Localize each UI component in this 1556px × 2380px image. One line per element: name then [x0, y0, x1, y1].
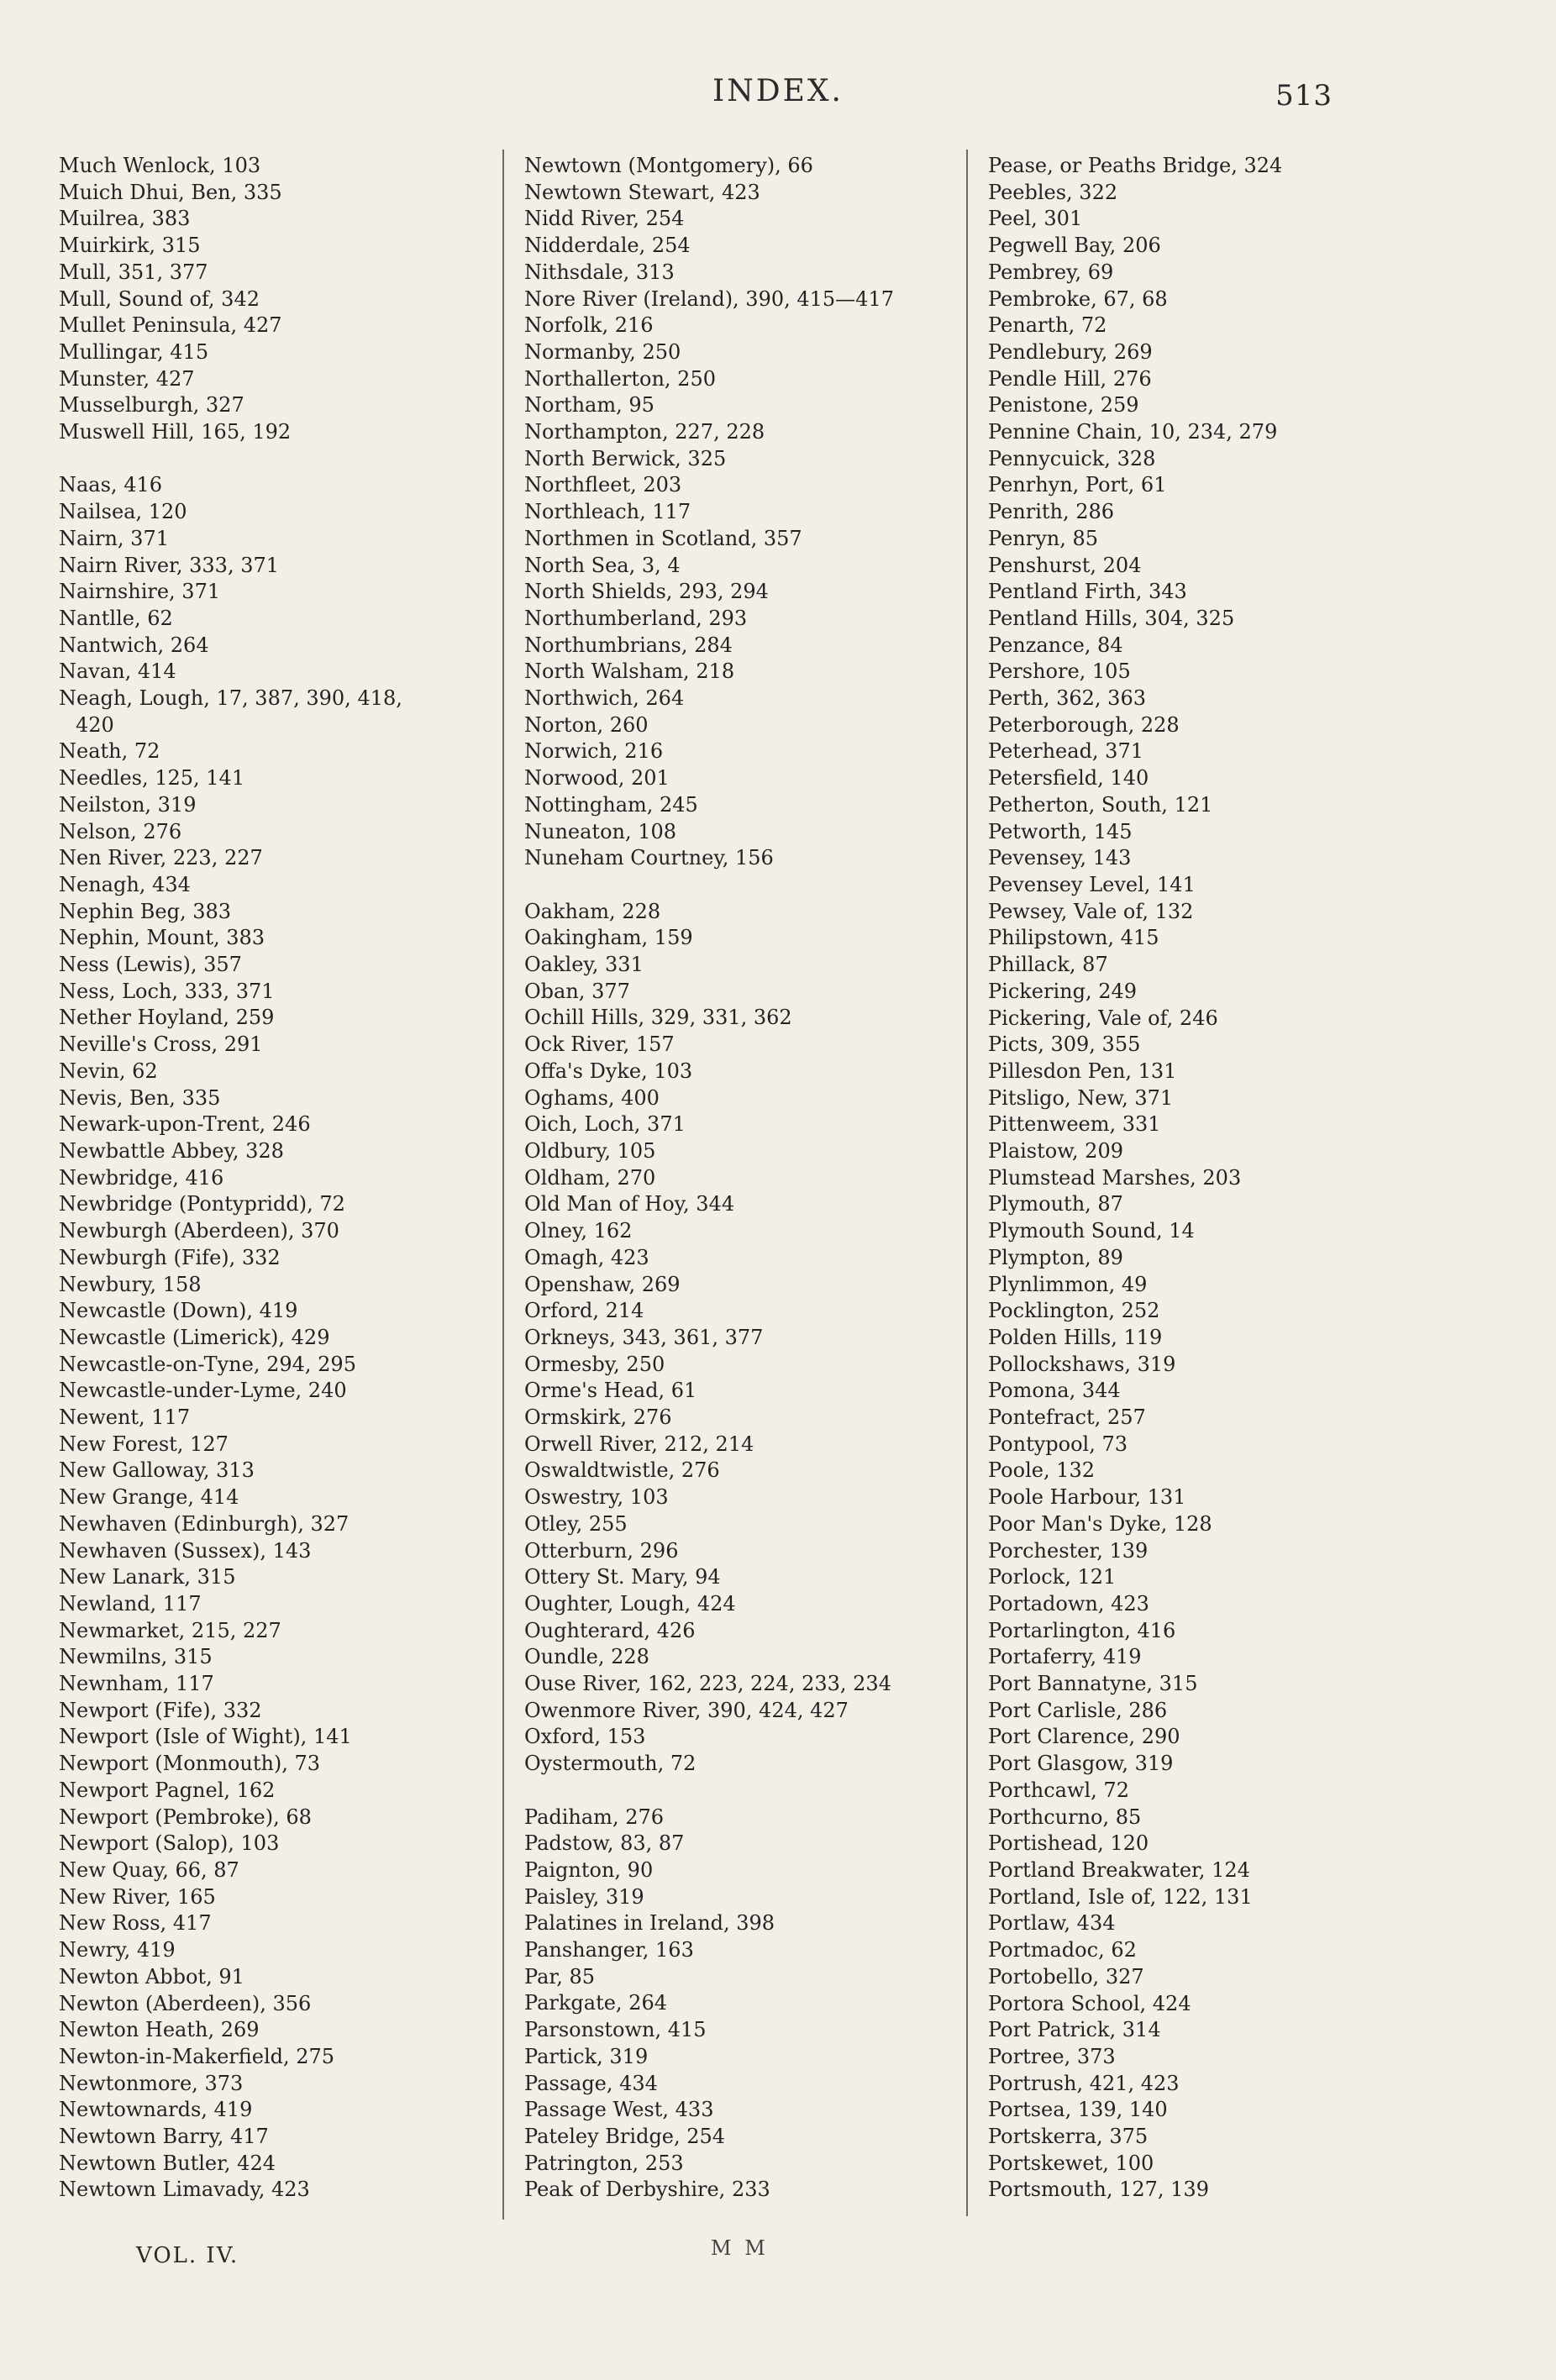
index-entry: Newburgh (Fife), 332	[59, 1245, 281, 1269]
index-entry: North Berwick, 325	[524, 446, 727, 470]
index-column-3	[988, 153, 1459, 2204]
index-entry: Muirkirk, 315	[59, 234, 201, 258]
index-entry: Otterburn, 296	[524, 1538, 679, 1563]
index-entry: New Ross, 417	[59, 1911, 212, 1936]
index-entry: Petworth, 145	[988, 819, 1133, 843]
index-entry: Penrith, 286	[988, 500, 1115, 524]
index-entry: Newtown Barry, 417	[59, 2125, 269, 2149]
index-entry: Palatines in Ireland, 398	[524, 1911, 775, 1936]
index-entry: Portree, 373	[988, 2044, 1116, 2068]
index-entry: Newtownards, 419	[59, 2098, 253, 2122]
index-entry: Poole, 132	[988, 1458, 1096, 1483]
index-entry: Pentland Firth, 343	[988, 580, 1187, 604]
index-entry: Pickering, 249	[988, 979, 1138, 1003]
index-entry: Newtonmore, 373	[59, 2071, 244, 2095]
index-entry: Ock River, 157	[524, 1032, 675, 1057]
index-column-2	[524, 153, 978, 2204]
index-entry: Newcastle (Limerick), 429	[59, 1325, 330, 1349]
index-entry: Pennycuick, 328	[988, 446, 1156, 470]
index-entry: Newcastle-under-Lyme, 240	[59, 1379, 347, 1403]
index-entry: Nairn River, 333, 371	[59, 553, 280, 577]
index-entry: Mullingar, 415	[59, 339, 209, 364]
index-entry-continuation: 420	[76, 712, 114, 737]
index-entry: New Quay, 66, 87	[59, 1857, 239, 1882]
index-entry: Pittenweem, 331	[988, 1112, 1161, 1137]
index-entry: Portobello, 327	[988, 1964, 1144, 1989]
index-entry: Orwell River, 212, 214	[524, 1432, 754, 1456]
index-entry: Newhaven (Sussex), 143	[59, 1538, 312, 1563]
page-title: INDEX.	[712, 74, 844, 108]
index-entry: Oghams, 400	[524, 1085, 660, 1110]
index-entry: Northmen in Scotland, 357	[524, 526, 802, 550]
index-entry: Peterborough, 228	[988, 712, 1180, 737]
index-entry: Newmilns, 315	[59, 1645, 213, 1669]
index-entry: Oystermouth, 72	[524, 1752, 697, 1776]
index-entry: Portland, Isle of, 122, 131	[988, 1884, 1253, 1909]
signature-mark: M M	[711, 2236, 769, 2260]
index-entry: Ness, Loch, 333, 371	[59, 979, 275, 1003]
index-entry: Porlock, 121	[988, 1565, 1117, 1589]
index-entry: Neilston, 319	[59, 792, 197, 817]
index-entry: Much Wenlock, 103	[59, 154, 261, 177]
index-entry: Newport (Fife), 332	[59, 1698, 262, 1722]
index-entry: Newcastle-on-Tyne, 294, 295	[59, 1352, 356, 1376]
index-entry: Newport (Isle of Wight), 141	[59, 1725, 352, 1749]
index-entry: Oldham, 270	[524, 1165, 656, 1190]
index-entry: Porchester, 139	[988, 1538, 1149, 1563]
index-entry: New Lanark, 315	[59, 1565, 236, 1589]
index-entry: Pennine Chain, 10, 234, 279	[988, 420, 1278, 444]
index-entry: Peak of Derbyshire, 233	[524, 2178, 770, 2202]
index-entry: Nairnshire, 371	[59, 580, 221, 604]
index-entry: Phillack, 87	[988, 953, 1108, 977]
index-entry: Portmadoc, 62	[988, 1938, 1137, 1962]
index-entry: Northfleet, 203	[524, 473, 682, 497]
index-entry: Mull, 351, 377	[59, 260, 208, 284]
index-entry: Nelson, 276	[59, 819, 182, 843]
index-entry: Partick, 319	[524, 2044, 649, 2068]
index-entry: Port Patrick, 314	[988, 2018, 1161, 2042]
index-entry: Portskerra, 375	[988, 2125, 1149, 2149]
index-entry: Newton Abbot, 91	[59, 1964, 244, 1989]
column-divider	[966, 150, 968, 2216]
index-entry: Newburgh (Aberdeen), 370	[59, 1219, 339, 1243]
index-entry: Pembroke, 67, 68	[988, 286, 1168, 311]
index-entry: Pollockshaws, 319	[988, 1352, 1176, 1376]
index-entry: Newton Heath, 269	[59, 2018, 260, 2042]
index-entry: Ottery St. Mary, 94	[524, 1565, 721, 1589]
index-entry: Portsea, 139, 140	[988, 2098, 1168, 2122]
index-entry: Portadown, 423	[988, 1591, 1149, 1616]
index-entry: Neagh, Lough, 17, 387, 390, 418,	[59, 686, 402, 711]
index-entry: Naas, 416	[59, 473, 162, 497]
column-divider	[502, 150, 504, 2220]
index-entry: Peel, 301	[988, 207, 1083, 231]
index-entry: Orford, 214	[524, 1299, 644, 1323]
index-entry: Nuneham Courtney, 156	[524, 846, 774, 870]
index-entry: Ness (Lewis), 357	[59, 953, 242, 977]
index-entry: Mullet Peninsula, 427	[59, 313, 282, 338]
index-entry: Passage, 434	[524, 2071, 658, 2095]
index-entry: North Sea, 3, 4	[524, 553, 681, 577]
index-entry: Picts, 309, 355	[988, 1032, 1141, 1057]
index-entry: Pentland Hills, 304, 325	[988, 606, 1235, 630]
index-entry: Olney, 162	[524, 1219, 633, 1243]
index-entry: Nailsea, 120	[59, 500, 187, 524]
index-entry: Navan, 414	[59, 659, 176, 684]
index-entry: Omagh, 423	[524, 1245, 649, 1269]
index-entry: Newport (Pembroke), 68	[59, 1805, 312, 1829]
index-entry: Nether Hoyland, 259	[59, 1006, 275, 1030]
index-entry: Newbattle Abbey, 328	[59, 1139, 284, 1163]
index-entry: Newhaven (Edinburgh), 327	[59, 1511, 350, 1536]
index-entry: Northleach, 117	[524, 500, 691, 524]
index-entry: North Walsham, 218	[524, 659, 735, 684]
index-entry: Nevis, Ben, 335	[59, 1085, 221, 1110]
index-entry: Oban, 377	[524, 979, 630, 1003]
index-entry: Norwich, 216	[524, 739, 664, 764]
index-entry: Openshaw, 269	[524, 1272, 681, 1296]
index-entry: Newbury, 158	[59, 1272, 202, 1296]
index-entry: Oldbury, 105	[524, 1139, 656, 1163]
index-entry: New Forest, 127	[59, 1432, 229, 1456]
index-entry: Muilrea, 383	[59, 207, 191, 231]
index-entry: Plynlimmon, 49	[988, 1272, 1148, 1296]
index-entry: Newark-upon-Trent, 246	[59, 1112, 311, 1137]
index-entry: Port Bannatyne, 315	[988, 1672, 1198, 1696]
index-entry: Oakham, 228	[524, 899, 661, 923]
index-entry: Offa's Dyke, 103	[524, 1059, 693, 1083]
page-number: 513	[1275, 79, 1333, 113]
index-entry: Pateley Bridge, 254	[524, 2125, 726, 2148]
index-entry: Nantwich, 264	[59, 633, 209, 657]
index-entry: Pontefract, 257	[988, 1405, 1146, 1430]
index-entry: Northam, 95	[524, 393, 654, 418]
index-entry: Portlaw, 434	[988, 1911, 1116, 1936]
index-entry: Nantlle, 62	[59, 606, 173, 630]
index-entry: Norton, 260	[524, 712, 649, 737]
index-entry: Nephin Beg, 383	[59, 899, 232, 923]
section-gap	[524, 872, 978, 899]
index-entry: Pewsey, Vale of, 132	[988, 899, 1194, 923]
index-entry: Polden Hills, 119	[988, 1325, 1163, 1349]
index-entry: Neath, 72	[59, 739, 160, 764]
index-entry: Peterhead, 371	[988, 739, 1143, 764]
index-entry: Penarth, 72	[988, 313, 1107, 338]
index-entry: Newtown (Montgomery), 66	[524, 154, 813, 177]
index-entry: Oswaldtwistle, 276	[524, 1458, 720, 1483]
index-entry: Muswell Hill, 165, 192	[59, 420, 292, 444]
index-entry: Padiham, 276	[524, 1805, 665, 1829]
index-entry: Poor Man's Dyke, 128	[988, 1511, 1212, 1536]
index-entry: Nidderdale, 254	[524, 234, 691, 258]
index-entry: Newtown Butler, 424	[59, 2151, 276, 2175]
index-entry: Penshurst, 204	[988, 553, 1142, 577]
index-entry: Newport (Monmouth), 73	[59, 1752, 321, 1776]
index-entry: Newcastle (Down), 419	[59, 1299, 298, 1323]
index-entry: Nottingham, 245	[524, 792, 698, 817]
index-entry: Oxford, 153	[524, 1725, 646, 1749]
index-entry: New Galloway, 313	[59, 1458, 255, 1483]
index-entry: Northumbrians, 284	[524, 633, 733, 657]
index-entry: Pegwell Bay, 206	[988, 234, 1161, 258]
index-entry: Otley, 255	[524, 1511, 628, 1536]
index-entry: Plaistow, 209	[988, 1139, 1123, 1164]
index-entry: Panshanger, 163	[524, 1938, 694, 1962]
index-entry: Neville's Cross, 291	[59, 1032, 263, 1057]
index-entry: Philipstown, 415	[988, 926, 1159, 950]
index-column-1	[59, 153, 513, 2204]
index-entry: Newport Pagnel, 162	[59, 1778, 276, 1802]
index-entry: Pitsligo, New, 371	[988, 1085, 1174, 1110]
index-entry: Portishead, 120	[988, 1831, 1149, 1856]
index-entry: Patrington, 253	[524, 2151, 684, 2175]
index-entry: Peebles, 322	[988, 180, 1118, 204]
index-entry: Newry, 419	[59, 1938, 176, 1962]
index-entry: Newbridge (Pontypridd), 72	[59, 1192, 345, 1216]
section-gap	[524, 1778, 978, 1805]
index-entry: Portarlington, 416	[988, 1618, 1176, 1642]
index-entry: Parkgate, 264	[524, 1991, 667, 2015]
index-entry: Plumstead Marshes, 203	[988, 1165, 1242, 1190]
volume-label: VOL. IV.	[136, 2243, 239, 2268]
index-entry: Pembrey, 69	[988, 260, 1114, 284]
index-entry: Newton-in-Makerfield, 275	[59, 2044, 335, 2068]
index-entry: Pershore, 105	[988, 659, 1131, 684]
index-entry: Newbridge, 416	[59, 1165, 224, 1190]
index-entry: Plymouth, 87	[988, 1192, 1123, 1216]
index-entry: Orme's Head, 61	[524, 1379, 697, 1403]
index-entry: Porthcawl, 72	[988, 1778, 1129, 1802]
index-entry: Oakingham, 159	[524, 926, 693, 950]
index-entry: Munster, 427	[59, 366, 195, 391]
index-entry: Pickering, Vale of, 246	[988, 1006, 1218, 1030]
index-entry: Northumberland, 293	[524, 606, 748, 630]
index-entry: Port Clarence, 290	[988, 1725, 1180, 1749]
index-entry: Port Glasgow, 319	[988, 1752, 1174, 1776]
index-entry: Nephin, Mount, 383	[59, 926, 265, 950]
index-entry: Oich, Loch, 371	[524, 1112, 686, 1137]
index-entry: Passage West, 433	[524, 2098, 714, 2122]
index-entry: Paignton, 90	[524, 1857, 654, 1882]
index-entry: Padstow, 83, 87	[524, 1831, 685, 1856]
section-gap	[59, 446, 513, 473]
index-entry: Musselburgh, 327	[59, 393, 244, 418]
index-entry: Newtown Limavady, 423	[59, 2178, 310, 2202]
index-entry: Newmarket, 215, 227	[59, 1618, 281, 1642]
index-entry: Pocklington, 252	[988, 1299, 1160, 1323]
index-entry: Oughterard, 426	[524, 1618, 696, 1642]
index-entry: Pillesdon Pen, 131	[988, 1059, 1177, 1083]
index-entry: Newport (Salop), 103	[59, 1831, 280, 1856]
index-entry: Mull, Sound of, 342	[59, 286, 260, 311]
index-entry: Perth, 362, 363	[988, 686, 1146, 711]
index-entry: Owenmore River, 390, 424, 427	[524, 1698, 849, 1722]
index-entry: Nuneaton, 108	[524, 819, 677, 843]
index-entry: Pevensey Level, 141	[988, 872, 1196, 896]
index-entry: New River, 165	[59, 1884, 216, 1909]
index-entry: Petherton, South, 121	[988, 792, 1213, 817]
index-entry: Penrhyn, Port, 61	[988, 473, 1167, 497]
index-entry: Nen River, 223, 227	[59, 846, 263, 870]
index-entry: Portora School, 424	[988, 1991, 1191, 2015]
index-entry: Needles, 125, 141	[59, 766, 245, 791]
index-entry: Nidd River, 254	[524, 207, 685, 231]
index-entry: Northampton, 227, 228	[524, 420, 765, 444]
index-entry: Pevensey, 143	[988, 846, 1132, 870]
index-entry: Nenagh, 434	[59, 872, 191, 896]
index-entry: Portrush, 421, 423	[988, 2071, 1180, 2095]
index-entry: Pease, or Peaths Bridge, 324	[988, 154, 1283, 177]
index-entry: Northwich, 264	[524, 686, 685, 711]
index-entry: Northallerton, 250	[524, 366, 716, 391]
index-entry: Normanby, 250	[524, 339, 681, 364]
index-entry: Port Carlisle, 286	[988, 1698, 1168, 1722]
index-entry: Portskewet, 100	[988, 2151, 1154, 2175]
index-entry: Paisley, 319	[524, 1884, 644, 1909]
index-entry: Penistone, 259	[988, 393, 1139, 418]
index-entry: Ormesby, 250	[524, 1352, 665, 1376]
index-entry: Oughter, Lough, 424	[524, 1591, 736, 1616]
index-entry: North Shields, 293, 294	[524, 580, 769, 604]
index-entry: Ochill Hills, 329, 331, 362	[524, 1006, 792, 1030]
index-entry: Par, 85	[524, 1964, 596, 1989]
index-entry: Newnham, 117	[59, 1672, 214, 1696]
index-entry: Pendle Hill, 276	[988, 366, 1152, 391]
index-entry: Ormskirk, 276	[524, 1405, 672, 1430]
index-entry: Norfolk, 216	[524, 313, 654, 338]
index-entry: Newtown Stewart, 423	[524, 180, 760, 204]
index-entry: Pomona, 344	[988, 1379, 1121, 1403]
index-entry: Old Man of Hoy, 344	[524, 1192, 735, 1216]
index-entry: Plymouth Sound, 14	[988, 1219, 1195, 1243]
index-entry: Poole Harbour, 131	[988, 1485, 1186, 1510]
index-entry: Penryn, 85	[988, 526, 1099, 550]
index-entry: Nevin, 62	[59, 1059, 158, 1083]
index-entry: Nore River (Ireland), 390, 415—417	[524, 286, 894, 311]
index-entry: Pendlebury, 269	[988, 339, 1153, 364]
index-entry: Oakley, 331	[524, 953, 644, 977]
index-entry: Newent, 117	[59, 1405, 191, 1430]
index-entry: Orkneys, 343, 361, 377	[524, 1325, 764, 1349]
index-entry: Newland, 117	[59, 1591, 202, 1616]
index-entry: New Grange, 414	[59, 1485, 239, 1510]
index-entry: Norwood, 201	[524, 766, 670, 791]
index-entry: Oswestry, 103	[524, 1485, 669, 1510]
index-entry: Parsonstown, 415	[524, 2018, 707, 2042]
index-entry: Nithsdale, 313	[524, 260, 675, 284]
index-entry: Plympton, 89	[988, 1245, 1123, 1269]
index-entry: Penzance, 84	[988, 633, 1123, 657]
index-entry: Pontypool, 73	[988, 1432, 1128, 1456]
index-entry: Muich Dhui, Ben, 335	[59, 180, 282, 204]
index-entry: Petersfield, 140	[988, 766, 1149, 791]
index-entry: Porthcurno, 85	[988, 1805, 1142, 1829]
index-entry: Portland Breakwater, 124	[988, 1858, 1250, 1882]
index-entry: Portaferry, 419	[988, 1645, 1142, 1669]
index-entry: Newton (Aberdeen), 356	[59, 1991, 312, 2015]
index-entry: Oundle, 228	[524, 1645, 649, 1669]
index-entry: Nairn, 371	[59, 526, 169, 550]
index-entry: Ouse River, 162, 223, 224, 233, 234	[524, 1672, 891, 1696]
index-entry: Portsmouth, 127, 139	[988, 2178, 1209, 2202]
